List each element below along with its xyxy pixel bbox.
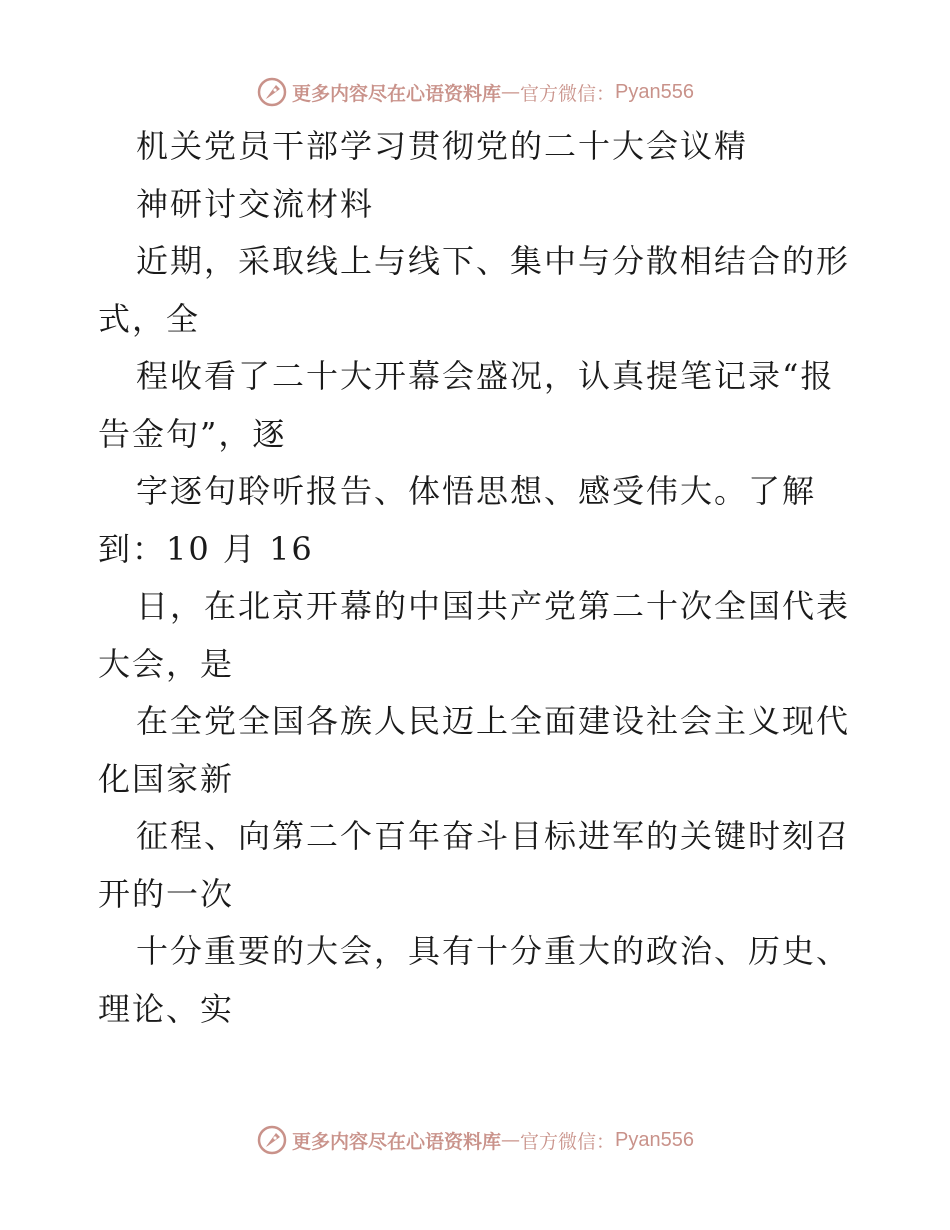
- text-line: 在全党全国各族人民迈上全面建设社会主义现代: [136, 702, 851, 740]
- watermark-wechat-id: Pyan556: [615, 80, 694, 103]
- watermark-dash: —: [501, 1129, 521, 1151]
- pen-nib-logo-icon: [256, 1124, 288, 1156]
- text-line: 到：10 月 16: [98, 529, 314, 568]
- text-line: 机关党员干部学习贯彻党的二十大会议精: [136, 127, 749, 165]
- text-line: 字逐句聆听报告、体悟思想、感受伟大。了解: [136, 472, 817, 510]
- watermark-wechat-label: 官方微信：: [520, 1130, 616, 1153]
- header-watermark: [0, 72, 950, 112]
- watermark-text: 更多内容尽在心语资料库: [292, 82, 502, 105]
- watermark-wechat-label: 官方微信：: [520, 82, 616, 105]
- watermark-text: 更多内容尽在心语资料库: [292, 1130, 502, 1153]
- text-line: 近期，采取线上与线下、集中与分散相结合的形: [136, 242, 851, 280]
- text-line: 开的一次: [98, 874, 235, 913]
- watermark-wechat-id: Pyan556: [615, 1128, 694, 1151]
- document-body: [98, 118, 858, 1038]
- text-line: 大会，是: [98, 644, 235, 683]
- text-line: 化国家新: [98, 759, 235, 798]
- footer-watermark: [0, 1120, 950, 1160]
- text-line: 日，在北京开幕的中国共产党第二十次全国代表: [136, 587, 851, 625]
- text-line: 十分重要的大会，具有十分重大的政治、历史、: [136, 932, 851, 970]
- text-line: 神研讨交流材料: [136, 184, 375, 223]
- pen-nib-logo-icon: [256, 76, 288, 108]
- text-line: 征程、向第二个百年奋斗目标进军的关键时刻召: [136, 817, 851, 855]
- text-line: 程收看了二十大开幕会盛况，认真提笔记录“报: [136, 357, 835, 395]
- text-line: 告金句”，逐: [98, 414, 287, 453]
- text-line: 式，全: [98, 299, 201, 338]
- watermark-dash: —: [501, 81, 521, 103]
- text-line: 理论、实: [98, 989, 235, 1028]
